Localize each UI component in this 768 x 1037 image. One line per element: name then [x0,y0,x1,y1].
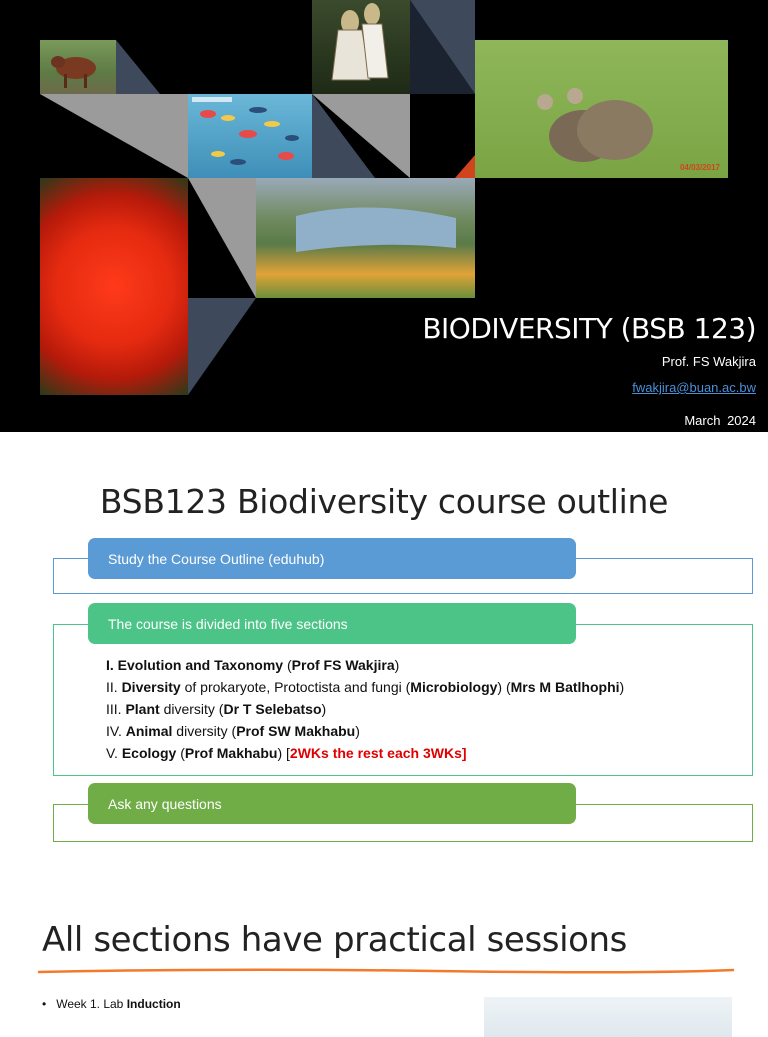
section-3: III. Plant diversity (Dr T Selebatso) [106,701,327,717]
title-slide [0,0,768,432]
practical-sessions-slide [0,876,768,1024]
vultures-photo [475,40,728,178]
presentation-title: BIODIVERSITY (BSB 123) [422,312,756,345]
slide-title: BSB123 Biodiversity course outline [99,482,669,521]
lab-glassware-photo [484,997,732,1037]
landscape-photo [256,178,475,298]
outline-item-study: Study the Course Outline (eduhub) [88,538,576,579]
outline-item-sections: The course is divided into five sections [88,603,576,644]
red-flower-photo [40,178,188,395]
section-5: V. Ecology (Prof Makhabu) [2WKs the rest each 3WKs] [106,745,467,761]
outline-item-questions: Ask any questions [88,783,576,824]
presentation-date: March 2024 [684,413,756,428]
photo-date-stamp: 04/03/2017 [679,163,720,172]
author-email-link[interactable]: fwakjira@buan.ac.bw [632,380,756,395]
slide-title: All sections have practical sessions [42,920,627,960]
mushroom-photo [312,0,410,94]
bullet-week-1: • Week 1. Lab Induction [42,997,181,1011]
title-underline [36,966,736,976]
section-1: I. Evolution and Taxonomy (Prof FS Wakjira) [106,657,400,673]
section-list [106,654,624,764]
cow-photo [40,40,116,94]
author-name: Prof. FS Wakjira [661,354,756,369]
section-2: II. Diversity of prokaryote, Protoctista and fungi (Microbiology) (Mrs M Batlhophi) [106,679,625,695]
section-4: IV. Animal diversity (Prof SW Makhabu) [106,723,360,739]
course-outline-slide [0,436,768,868]
fish-poster-photo [188,94,312,178]
